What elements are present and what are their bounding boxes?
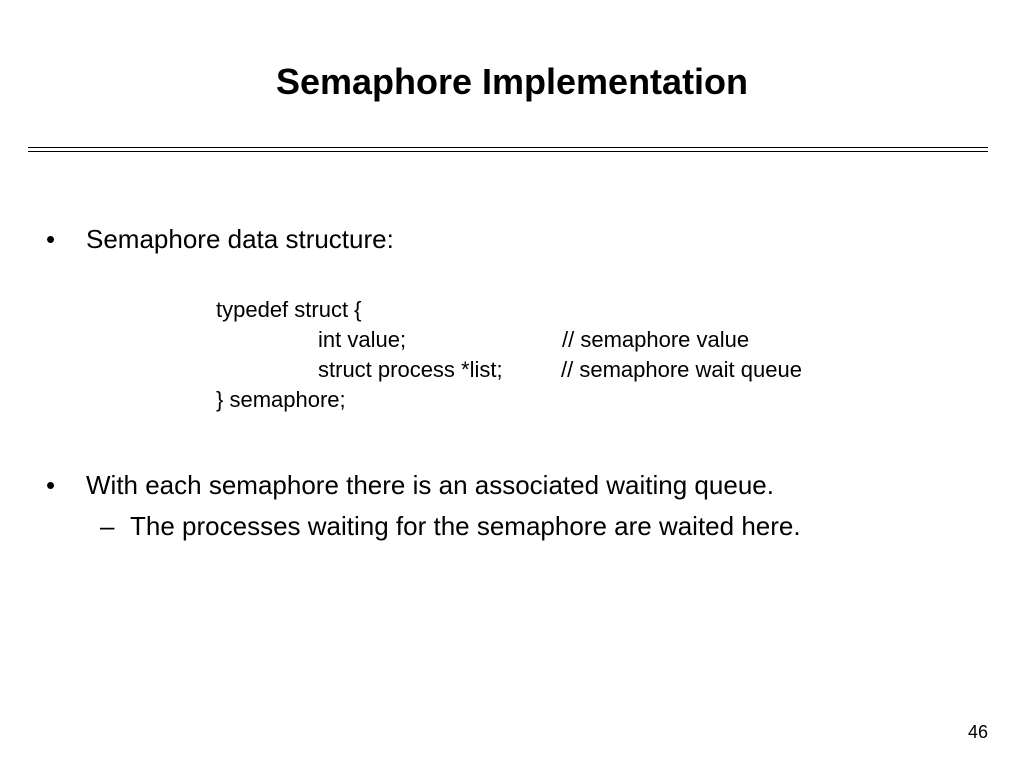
code-comment-value: // semaphore value — [562, 327, 750, 352]
code-line-list: struct process *list; — [318, 357, 503, 382]
code-comment-list: // semaphore wait queue — [561, 357, 802, 382]
code-line-typedef: typedef struct { — [216, 297, 362, 322]
title-divider-bottom — [28, 151, 988, 152]
title-divider-top — [28, 147, 988, 148]
bullet-marker: • — [46, 224, 56, 254]
code-line-closing: } semaphore; — [216, 387, 346, 412]
bullet-marker: • — [46, 470, 56, 500]
bullet-text: With each semaphore there is an associated waiting queue. — [86, 470, 774, 500]
code-line-value: int value; — [318, 327, 407, 352]
sub-bullet-marker: – — [100, 511, 115, 541]
bullet-text: Semaphore data structure: — [86, 224, 394, 254]
page-number: 46 — [967, 722, 988, 742]
sub-bullet-text: The processes waiting for the semaphore are waited here. — [130, 511, 801, 541]
slide-title: Semaphore Implementation — [275, 61, 749, 102]
